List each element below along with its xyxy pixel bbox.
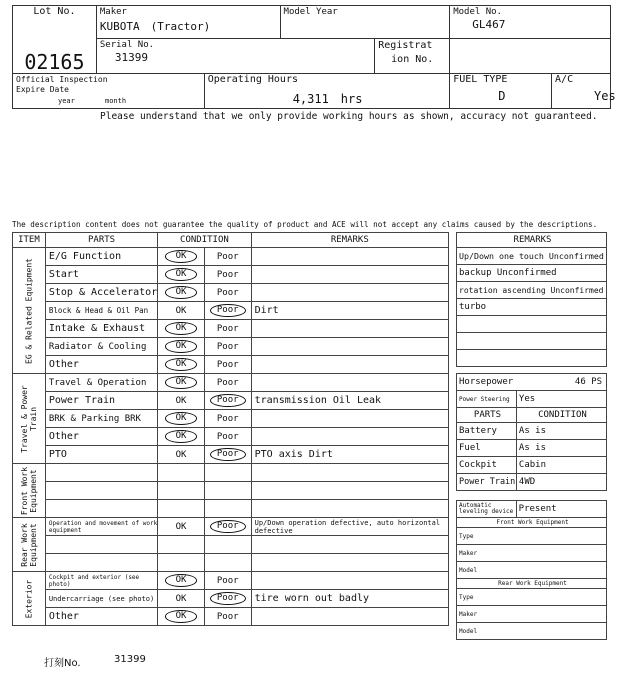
ok-mark: OK [165,610,198,623]
part-label: Block & Head & Oil Pan [45,302,157,320]
table-row [13,572,449,590]
poor-mark: Poor [210,304,246,317]
spec-part: Cockpit [457,457,517,474]
condition-table [12,232,449,626]
part-label: Start [45,266,157,284]
table-row [13,428,449,446]
table-row [13,446,449,464]
ok-option: OK [175,594,187,604]
remark-item: backup Unconfirmed [457,265,607,282]
hours-cell [204,74,450,109]
poor-mark: Poor [210,520,246,533]
group-exterior-label: Exterior [24,579,34,618]
ac-label: A/C [555,74,574,85]
poor-option: Poor [216,324,239,334]
poor-option: Poor [216,288,239,298]
remarks-panel-title: REMARKS [457,233,607,248]
table-row [13,338,449,356]
fuel-value: D [498,89,506,103]
description-notice: The description content does not guarantee the quality of product and ACE will not accept any claims caused by the descriptions. [12,220,598,229]
model-no-cell [450,6,611,39]
ok-mark: OK [165,376,198,389]
part-label: Power Train [45,392,157,410]
table-row [13,482,449,500]
group-front-label: Front Work Equipment [19,466,38,515]
remarks-panel [456,232,607,367]
rear-equipment-panel [456,578,607,640]
col-item: ITEM [13,233,46,248]
ok-mark: OK [165,340,198,353]
serial-cell [96,39,374,74]
table-row [13,410,449,428]
poor-option: Poor [216,576,239,586]
table-row [13,500,449,518]
poor-option: Poor [216,414,239,424]
group-rear-label: Rear Work Equipment [19,522,38,567]
year-label: year [58,97,75,105]
rear-type-label: Type [457,589,607,606]
power-steering-label: Power Steering [457,391,517,408]
part-label: Other [45,356,157,374]
ok-mark: OK [165,412,198,425]
maker-cell [96,6,280,39]
poor-option: Poor [216,612,239,622]
front-maker-label: Maker [457,545,607,562]
month-label: month [105,97,127,105]
lot-no-label: Lot No. [33,6,76,17]
part-label: BRK & Parking BRK [45,410,157,428]
spec-panel [456,373,607,491]
poor-option: Poor [216,342,239,352]
col-remarks: REMARKS [251,233,448,248]
leveling-device-label: Automatic leveling device [457,501,517,518]
front-type-label: Type [457,528,607,545]
front-equipment-panel [456,500,607,579]
parts-header: PARTS [457,408,517,423]
hours-label: Operating Hours [207,74,298,85]
hours-value: 4,311 hrs [292,92,363,106]
part-label: Travel & Operation [45,374,157,392]
fuel-cell [450,74,552,109]
registration-label-2: ion No. [391,54,434,65]
model-year-label: Model Year [283,7,338,17]
spec-part: Battery [457,423,517,440]
ac-value: Yes [594,89,616,103]
table-row [13,374,449,392]
part-label: Other [45,608,157,626]
table-row [13,356,449,374]
poor-option: Poor [216,360,239,370]
stamp-no-label: 打刻No. [44,658,81,669]
remark-text: PTO axis Dirt [251,446,448,464]
serial-label: Serial No. [99,40,155,50]
table-row [13,248,449,266]
part-label: Operation and movement of work equipment [45,518,157,536]
horsepower-label: Horsepower [457,374,517,391]
rear-model-label: Model [457,623,607,640]
table-row [13,302,449,320]
poor-option: Poor [216,252,239,262]
registration-label-cell [375,39,450,74]
table-row [13,608,449,626]
table-row [13,536,449,554]
ok-option: OK [175,306,187,316]
model-no-value: GL467 [472,18,506,31]
group-exterior [13,572,46,626]
front-model-label: Model [457,562,607,579]
poor-option: Poor [216,432,239,442]
part-label: Cockpit and exterior (see photo) [45,572,157,590]
col-parts: PARTS [45,233,157,248]
registration-label-1: Registrat [378,40,433,51]
poor-mark: Poor [210,592,246,605]
spec-part: Fuel [457,440,517,457]
table-row [13,266,449,284]
group-eg [13,248,46,374]
table-row [13,320,449,338]
table-row [13,554,449,572]
lot-no-value: 02165 [24,50,85,74]
spec-condition: 4WD [516,474,606,491]
inspection-label-1: Official Inspection [16,75,108,84]
leveling-device-value: Present [516,501,606,518]
poor-option: Poor [216,378,239,388]
part-label: Stop & Accelerator [45,284,157,302]
power-steering-value: Yes [516,391,606,408]
remark-text: Up/Down operation defective, auto horizontal defective [251,518,448,536]
spec-condition: As is [516,423,606,440]
table-row [13,284,449,302]
table-row [13,590,449,608]
ok-option: OK [175,396,187,406]
part-label: Intake & Exhaust [45,320,157,338]
col-condition: CONDITION [158,233,251,248]
fuel-label: FUEL TYPE [453,74,508,85]
rear-maker-label: Maker [457,606,607,623]
model-no-label: Model No. [453,7,502,17]
spec-part: Power Train [457,474,517,491]
maker-label: Maker [99,7,127,17]
remark-text: transmission Oil Leak [251,392,448,410]
serial-value: 31399 [114,51,148,64]
poor-mark: Poor [210,394,246,407]
stamp-no-value: 31399 [114,654,146,665]
registration-value-cell [450,39,611,74]
poor-option: Poor [216,270,239,280]
ok-mark: OK [165,358,198,371]
remark-item: turbo [457,299,607,316]
table-row [13,518,449,536]
group-rear [13,518,46,572]
ok-mark: OK [165,574,198,587]
remark-text: Dirt [251,302,448,320]
table-row [13,392,449,410]
maker-value: KUBOTA (Tractor) [99,20,211,33]
ok-mark: OK [165,250,198,263]
ok-mark: OK [165,430,198,443]
part-label: Undercarriage (see photo) [45,590,157,608]
remark-item: rotation ascending Unconfirmed [457,282,607,299]
ok-option: OK [175,450,187,460]
part-label: PTO [45,446,157,464]
ac-cell [552,74,616,109]
header-table [12,5,616,109]
ok-mark: OK [165,322,198,335]
ok-mark: OK [165,286,198,299]
inspection-label-2: Expire Date [16,85,69,94]
group-travel [13,374,46,464]
poor-mark: Poor [210,448,246,461]
part-label: Other [45,428,157,446]
group-eg-label: EG & Related Equipment [24,257,34,364]
model-year-cell [280,6,450,39]
condition-header: CONDITION [516,408,606,423]
remark-text: tire worn out badly [251,590,448,608]
inspection-cell [13,74,205,109]
group-front [13,464,46,518]
table-row [13,464,449,482]
ok-option: OK [175,522,187,532]
part-label: E/G Function [45,248,157,266]
spec-condition: As is [516,440,606,457]
rear-equipment-title: Rear Work Equipment [457,579,607,589]
part-label: Radiator & Cooling [45,338,157,356]
group-travel-label: Travel & Power Train [19,384,38,453]
lot-no-cell [13,6,97,74]
hours-notice: Please understand that we only provide working hours as shown, accuracy not guaranteed. [100,111,598,122]
ok-mark: OK [165,268,198,281]
horsepower-value: 46 PS [516,374,606,391]
remark-item: Up/Down one touch Unconfirmed [457,248,607,265]
spec-condition: Cabin [516,457,606,474]
front-equipment-title: Front Work Equipment [457,518,607,528]
